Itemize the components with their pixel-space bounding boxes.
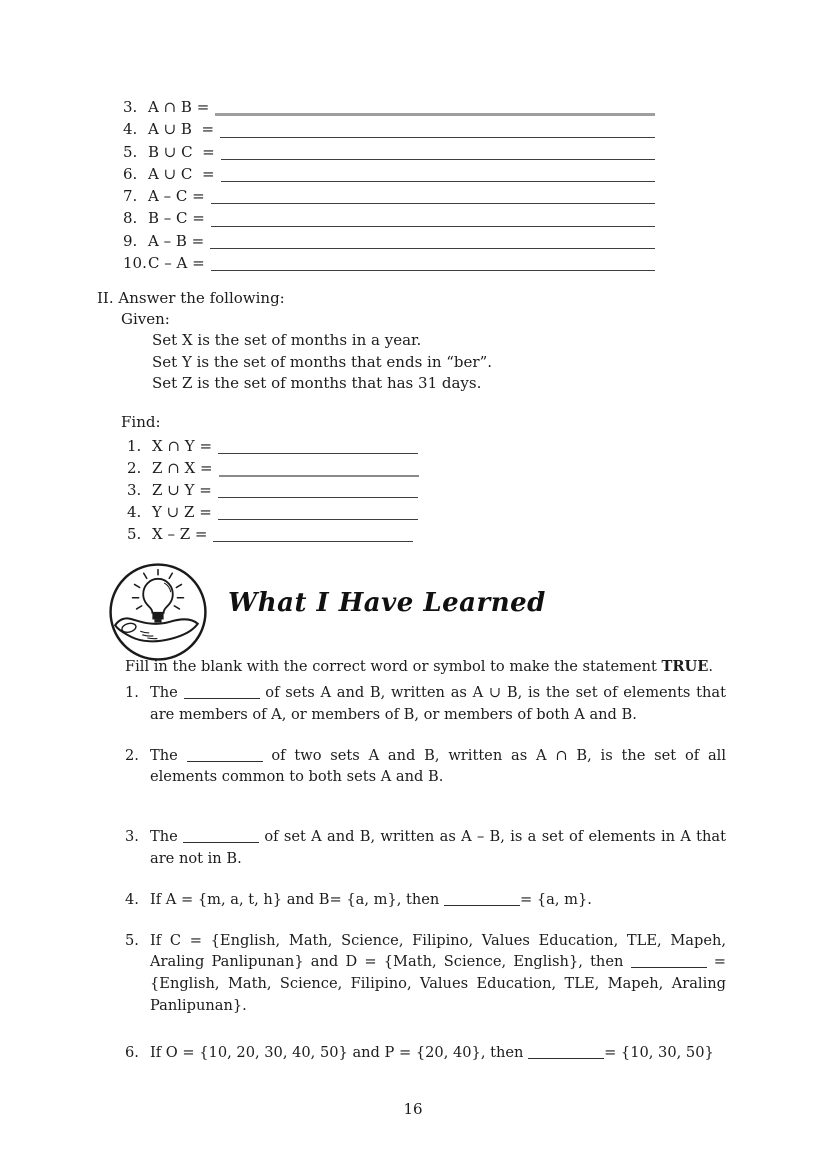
fill-blank — [183, 840, 259, 843]
item-number: 3. — [127, 481, 142, 500]
set-expression: A ∪ B = — [148, 120, 215, 139]
answer-line — [220, 118, 655, 137]
item-number: 5. — [127, 525, 142, 544]
list-item — [123, 141, 655, 163]
fill-blank — [444, 903, 520, 906]
item-number: 4. — [123, 120, 138, 139]
set-expression: X – Z = — [152, 525, 208, 544]
item-number: 2. — [127, 459, 142, 478]
given-statement: Set Z is the set of months that has 31 days. — [152, 373, 482, 392]
list-item — [125, 930, 726, 1017]
answer-line — [210, 230, 655, 249]
item-number: 2. — [125, 746, 139, 764]
statement-text: If C = {English, Math, Science, Filipino, Values Education, TLE, Mapeh, Araling Panlipunan} and D = {Math, Science, English}, then = {English, Math, Science, Filipino, Values Education, TLE, Mapeh, Araling Panlipunan}. — [150, 931, 727, 1014]
part2-section — [97, 287, 727, 545]
statement-text: The of sets A and B, written as A ∪ B, is the set of elements that are members of A, or members of B, or members of both A and B. — [150, 684, 726, 723]
list-item — [125, 745, 726, 789]
given-statement: Set Y is the set of months that ends in “ber”. — [152, 352, 493, 371]
set-expression: A ∪ C = — [148, 164, 215, 183]
page-number: 16 — [403, 1100, 423, 1118]
given-statement: Set X is the set of months in a year. — [152, 331, 422, 350]
instructions-text: Fill in the blank with the correct word or symbol to make the statement — [125, 658, 662, 675]
answer-line — [218, 435, 418, 454]
list-item — [123, 252, 655, 274]
item-number: 3. — [123, 98, 138, 116]
answer-line — [221, 163, 655, 182]
list-item — [125, 682, 726, 726]
item-number: 6. — [123, 164, 138, 183]
fill-blank — [184, 696, 260, 699]
answer-line — [215, 96, 655, 116]
set-expression: B ∪ C = — [148, 142, 215, 161]
statement-text: If O = {10, 20, 30, 40, 50} and P = {20, 40}, then = {10, 30, 50} — [150, 1043, 714, 1061]
item-number: 9. — [123, 231, 138, 250]
answer-line — [211, 185, 655, 204]
set-expression: C – A = — [148, 254, 205, 273]
fill-blank — [528, 1056, 604, 1059]
item-number: 5. — [123, 142, 138, 161]
item-number: 4. — [127, 503, 142, 522]
fill-blank — [631, 965, 707, 968]
answer-line — [213, 523, 413, 542]
list-item — [123, 96, 655, 118]
find-label: Find: — [121, 413, 161, 432]
item-number: 1. — [127, 437, 142, 456]
given-label: Given: — [121, 310, 170, 328]
list-item — [123, 163, 655, 185]
item-number: 3. — [125, 828, 139, 846]
list-item — [123, 185, 655, 207]
statement-text: If A = {m, a, t, h} and B= {a, m}, then = {a, m}. — [150, 890, 592, 908]
instructions-bold-word: TRUE — [661, 658, 709, 675]
statement-text: The of set A and B, written as A – B, is a set of elements in A that are not in B. — [150, 828, 726, 867]
list-item — [127, 479, 727, 501]
item-number: 10. — [123, 254, 147, 273]
answer-line — [211, 252, 655, 271]
fill-in-the-blank-section — [125, 656, 726, 1064]
lightbulb-in-hand-icon — [107, 561, 209, 663]
list-item — [127, 501, 727, 523]
set-expression: A – C = — [148, 187, 205, 206]
set-expression: A – B = — [148, 231, 205, 250]
set-expression: X ∩ Y = — [152, 437, 213, 456]
list-item — [127, 435, 727, 457]
list-item — [125, 1042, 726, 1064]
list-item — [127, 457, 727, 479]
list-item — [125, 826, 726, 870]
list-item — [123, 230, 655, 252]
answer-line — [218, 501, 418, 520]
item-number: 4. — [125, 890, 139, 908]
answer-line — [211, 207, 655, 226]
set-expression: Z ∪ Y = — [152, 481, 212, 500]
statement-text: The of two sets A and B, written as A ∩ B, is the set of all elements common to both sets A and B. — [150, 746, 726, 786]
item-number: 7. — [123, 187, 138, 206]
list-item — [127, 523, 727, 545]
answer-line — [221, 141, 655, 160]
section-title: What I Have Learned — [228, 588, 546, 618]
list-item — [123, 207, 655, 229]
fill-blank — [187, 759, 263, 762]
set-expression: B – C = — [148, 209, 205, 228]
part1-answer-list — [123, 96, 655, 274]
item-number: 1. — [125, 684, 139, 701]
list-item — [125, 889, 726, 911]
answer-line — [218, 479, 418, 498]
set-expression: A ∩ B = — [148, 98, 210, 116]
answer-line — [219, 457, 419, 477]
set-expression: Y ∪ Z = — [152, 503, 212, 522]
section-heading: II. Answer the following: — [97, 289, 285, 307]
list-item — [123, 118, 655, 140]
set-expression: Z ∩ X = — [152, 459, 213, 478]
item-number: 8. — [123, 209, 138, 228]
item-number: 5. — [125, 931, 139, 949]
instructions-tail: . — [708, 658, 713, 675]
item-number: 6. — [125, 1043, 139, 1061]
instructions — [125, 656, 726, 678]
